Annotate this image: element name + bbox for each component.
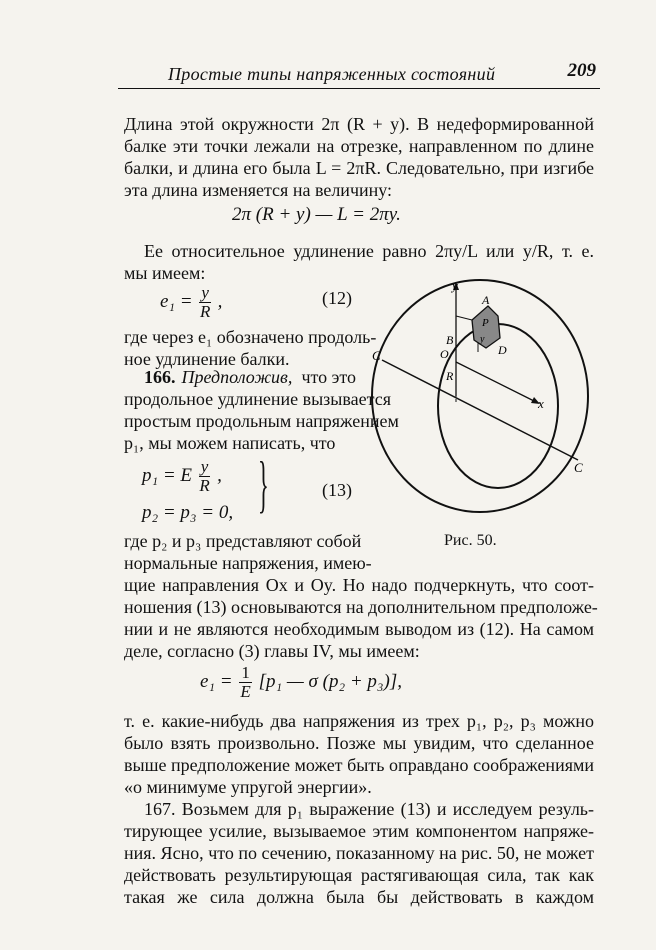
label-P: P — [482, 317, 489, 329]
eq12-numerator: y — [201, 283, 209, 302]
eq-strain-denominator: E — [240, 682, 251, 701]
text-line-21: выше предположение может быть оправдано соображениями — [124, 755, 594, 775]
label-y-small: y — [480, 334, 485, 345]
label-O: O — [440, 347, 449, 361]
label-y: y — [452, 278, 458, 293]
label-C-right: C — [574, 460, 583, 475]
text-line-3: балки, и длина его была L = 2πR. Следовательно, при изгибе — [124, 158, 594, 178]
section-166-lead: Предположив, — [181, 367, 293, 387]
section-166-number: 166. — [144, 367, 176, 387]
eq12-denominator: R — [199, 302, 211, 321]
text-line-12: p₁, мы можем написать, что — [124, 433, 336, 453]
text-line-10: продольное удлинение вызывается — [124, 389, 391, 409]
running-title: Простые типы напряженных состояний — [168, 64, 496, 84]
text-line-14: нормальные напряжения, имею- — [124, 553, 372, 573]
text-line-9 — [144, 366, 356, 388]
text-line-24: тирующее усилие, вызываемое этим компонентом напряже- — [124, 821, 594, 841]
page-number: 209 — [567, 60, 596, 81]
eq13-1-fraction — [199, 458, 211, 495]
running-header — [118, 60, 596, 84]
x-axis — [456, 362, 536, 402]
equation-13-line-1 — [142, 458, 222, 495]
text-line-8: ное удлинение балки. — [124, 349, 290, 369]
equation-12-number: (12) — [322, 288, 352, 308]
label-x: x — [538, 396, 544, 411]
eq-strain-lhs: e₁ = — [200, 670, 233, 692]
text-line-27: такая же сила должна была бы действовать в каждом — [124, 887, 594, 907]
text-line-4: эта длина изменяется на величину: — [124, 180, 393, 200]
eq13-1-denominator: R — [199, 476, 210, 495]
equation-strain — [200, 664, 402, 701]
text-line-15: щие направления Ox и Oy. Но надо подчеркнуть, что соот- — [124, 575, 594, 595]
text-line-5: Ее относительное удлинение равно 2πy/L или y/R, т. е. — [144, 241, 594, 261]
text-line-11: простым продольным напряжением — [124, 411, 399, 431]
label-D: D — [498, 343, 507, 357]
text-line-26: действовать результирующая растягивающая сила, так как — [124, 865, 594, 885]
header-rule — [118, 88, 600, 89]
eq12-lhs: e₁ = — [160, 290, 193, 312]
text-line-17: нии и не являются необходимым выводом из (12). На самом — [124, 619, 594, 639]
text-line-2: балке эти точки лежали на отрезке, направленном по длине — [124, 136, 594, 156]
text-line-23: 167. Возьмем для p₁ выражение (13) и исследуем резуль- — [144, 799, 594, 819]
text-line-25: ния. Ясно, что по сечению, показанному на рис. 50, не может — [124, 843, 594, 863]
text-line-7: где через e₁ обозначено продоль- — [124, 327, 377, 347]
eq12-fraction — [199, 284, 211, 321]
text-line-13: где p₂ и p₃ представляют собой — [124, 531, 362, 551]
equation-13-number: (13) — [322, 480, 352, 500]
label-A: A — [482, 293, 490, 307]
eq-strain-rhs: [p₁ — σ (p₂ + p₃)], — [258, 670, 402, 692]
figure-caption: Рис. 50. — [444, 532, 497, 549]
section-166-rest: что это — [301, 367, 356, 387]
text-line-6: мы имеем: — [124, 263, 206, 283]
label-R: R — [446, 369, 454, 383]
text-line-18: деле, согласно (3) главы IV, мы имеем: — [124, 641, 420, 661]
eq12-tail: , — [217, 290, 223, 312]
equation-circumference-change: 2π (R + y) — L = 2πy. — [232, 204, 401, 225]
text-line-1: Длина этой окружности 2π (R + y). В недеформированной — [124, 114, 594, 134]
text-line-19: т. е. какие-нибудь два напряжения из трех p₁, p₂, p₃ можно — [124, 711, 594, 731]
equation-13-line-2: p₂ = p₃ = 0, — [142, 502, 234, 523]
element-offset-line — [456, 316, 472, 320]
figure-50-diagram — [360, 276, 600, 516]
text-line-22: «о минимуме упругой энергии». — [124, 777, 372, 797]
equation-12 — [160, 284, 222, 321]
text-line-20: было взять произвольно. Позже мы увидим, что сделанное — [124, 733, 594, 753]
eq13-1-tail: , — [217, 464, 222, 486]
section-line-cc — [382, 360, 578, 460]
label-C-left: C — [372, 348, 381, 363]
text-line-16: ношения (13) основываются на дополнительном предположе- — [124, 597, 598, 617]
eq-strain-numerator: 1 — [241, 663, 250, 682]
eq13-1-lhs: p₁ = E — [142, 464, 193, 486]
equation-13-brace: } — [258, 448, 269, 519]
eq-strain-fraction — [239, 664, 252, 701]
eq13-1-numerator: y — [200, 457, 209, 476]
label-B: B — [446, 333, 454, 347]
